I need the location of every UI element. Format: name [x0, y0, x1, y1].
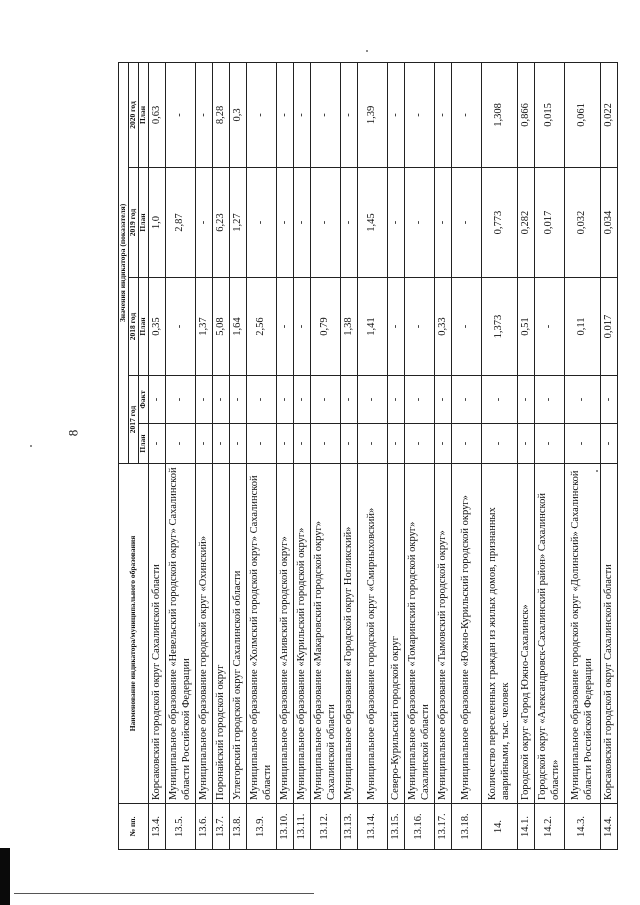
row-name: Городской округ «Город Южно-Сахалинск» [518, 464, 535, 804]
value-2020-plan: 0,061 [565, 62, 601, 167]
value-2020-plan: - [196, 62, 213, 167]
row-number: 13.14. [358, 804, 388, 850]
value-2020-plan: - [247, 62, 277, 167]
row-number: 13.11. [294, 804, 311, 850]
value-2018-plan: - [405, 278, 435, 376]
value-2018-plan: 0,11 [565, 278, 601, 376]
value-2019-plan: - [311, 168, 341, 278]
value-2018-plan: - [166, 278, 196, 376]
value-2020-plan: 1,39 [358, 62, 388, 167]
table-body [149, 62, 618, 849]
row-name: Муниципальное образование «Анивский городской округ» [277, 464, 294, 804]
value-2019-plan: - [405, 168, 435, 278]
value-2020-plan: 1,308 [482, 62, 518, 167]
value-2020-plan: 0,015 [535, 62, 565, 167]
value-2019-plan: - [294, 168, 311, 278]
value-2017-plan: - [341, 424, 358, 464]
row-name: Муниципальное образование «Макаровский городской округ» Сахалинской области [311, 464, 341, 804]
value-2018-plan: 1,37 [196, 278, 213, 376]
value-2017-fact: - [565, 376, 601, 424]
header-2017: 2017 год [129, 376, 139, 464]
value-2017-plan: - [535, 424, 565, 464]
value-2019-plan: - [435, 168, 452, 278]
value-2017-plan: - [518, 424, 535, 464]
header-2020: 2020 год [129, 62, 139, 167]
value-2019-plan: 6,23 [213, 168, 230, 278]
row-number: 13.13. [341, 804, 358, 850]
value-2020-plan: 8,28 [213, 62, 230, 167]
table-row [601, 62, 618, 849]
value-2018-plan: 1,38 [341, 278, 358, 376]
scan-speck [30, 445, 32, 447]
value-2017-plan: - [213, 424, 230, 464]
value-2017-fact: - [535, 376, 565, 424]
table-row [388, 62, 405, 849]
value-2017-plan: - [482, 424, 518, 464]
scan-edge-mark [0, 848, 10, 905]
value-2020-plan: 0,866 [518, 62, 535, 167]
value-2019-plan: 0,773 [482, 168, 518, 278]
row-name: Углегорский городской округ Сахалинской области [230, 464, 247, 804]
value-2017-plan: - [405, 424, 435, 464]
row-number: 13.16. [405, 804, 435, 850]
value-2018-plan: 0,017 [601, 278, 618, 376]
table-row [358, 62, 388, 849]
value-2017-fact: - [388, 376, 405, 424]
value-2018-plan: 0,35 [149, 278, 166, 376]
value-2018-plan: - [388, 278, 405, 376]
row-name: Количество переселенных граждан из жилых домов, признанных аварийными, тыс. человек [482, 464, 518, 804]
table-row [196, 62, 213, 849]
row-name: Муниципальное образование «Холмский городской округ» Сахалинской области [247, 464, 277, 804]
value-2017-plan: - [388, 424, 405, 464]
header-no: № пп. [119, 804, 149, 850]
table-row [230, 62, 247, 849]
table-header [119, 62, 149, 849]
row-number: 14.3. [565, 804, 601, 850]
row-name: Муниципальное образование «Южно-Курильский городской округ» [452, 464, 482, 804]
table-row [482, 62, 518, 849]
value-2017-plan: - [435, 424, 452, 464]
header-2019: 2019 год [129, 168, 139, 278]
page-number: 8 [65, 429, 81, 437]
value-2017-fact: - [358, 376, 388, 424]
value-2017-fact: - [482, 376, 518, 424]
value-2019-plan: 0,034 [601, 168, 618, 278]
row-name: Городской округ «Александровск-Сахалинский район» Сахалинской области» [535, 464, 565, 804]
value-2019-plan: 0,032 [565, 168, 601, 278]
row-number: 13.18. [452, 804, 482, 850]
value-2019-plan: - [341, 168, 358, 278]
table-row [294, 62, 311, 849]
value-2020-plan: - [341, 62, 358, 167]
table-row [452, 62, 482, 849]
value-2018-plan: 5,08 [213, 278, 230, 376]
value-2017-fact: - [311, 376, 341, 424]
row-number: 13.7. [213, 804, 230, 850]
value-2020-plan: - [452, 62, 482, 167]
value-2017-fact: - [166, 376, 196, 424]
value-2018-plan: 0,79 [311, 278, 341, 376]
indicator-table [118, 62, 618, 850]
row-name: Муниципальное образование «Городской округ Ногликский» [341, 464, 358, 804]
header-name: Наименование индикатора/муниципального образования [119, 464, 149, 804]
value-2019-plan: 1,0 [149, 168, 166, 278]
value-2019-plan: 0,017 [535, 168, 565, 278]
row-number: 13.10. [277, 804, 294, 850]
row-number: 13.5. [166, 804, 196, 850]
table-row [277, 62, 294, 849]
value-2020-plan: 0,022 [601, 62, 618, 167]
row-number: 14. [482, 804, 518, 850]
value-2020-plan: - [435, 62, 452, 167]
header-values: Значения индикатора (показателя) [119, 62, 129, 463]
table-row [311, 62, 341, 849]
value-2018-plan: 0,51 [518, 278, 535, 376]
row-name: Муниципальное образование «Тымовский городской округ» [435, 464, 452, 804]
value-2017-plan: - [230, 424, 247, 464]
value-2017-plan: - [565, 424, 601, 464]
table-row [247, 62, 277, 849]
value-2018-plan: - [535, 278, 565, 376]
value-2020-plan: - [166, 62, 196, 167]
row-number: 13.12. [311, 804, 341, 850]
header-2017-fact: Факт [139, 376, 149, 424]
value-2017-plan: - [196, 424, 213, 464]
row-number: 13.4. [149, 804, 166, 850]
header-2018-plan: План [139, 278, 149, 376]
table-row [535, 62, 565, 849]
table-row [518, 62, 535, 849]
row-number: 13.9. [247, 804, 277, 850]
row-name: Муниципальное образование «Невельский городской округ» Сахалинской области Российской Федерации [166, 464, 196, 804]
value-2017-plan: - [452, 424, 482, 464]
value-2017-fact: - [518, 376, 535, 424]
row-number: 14.1. [518, 804, 535, 850]
scan-speck [366, 50, 368, 52]
value-2017-fact: - [294, 376, 311, 424]
row-name: Муниципальное образование городской округ «Долинский» Сахалинской области Российской Федерации [565, 464, 601, 804]
value-2017-fact: - [213, 376, 230, 424]
table-row [435, 62, 452, 849]
value-2017-plan: - [166, 424, 196, 464]
row-name: Муниципальное образование городской округ «Охинский» [196, 464, 213, 804]
row-name: Муниципальное образование «Курильский городской округ» [294, 464, 311, 804]
value-2019-plan: 0,282 [518, 168, 535, 278]
table-row [166, 62, 196, 849]
value-2020-plan: 0,63 [149, 62, 166, 167]
table-row [149, 62, 166, 849]
value-2017-plan: - [277, 424, 294, 464]
value-2019-plan: - [196, 168, 213, 278]
value-2018-plan: - [294, 278, 311, 376]
row-number: 13.8. [230, 804, 247, 850]
row-name: Корсаковский городской округ Сахалинской области [601, 464, 618, 804]
value-2017-plan: - [247, 424, 277, 464]
value-2017-plan: - [601, 424, 618, 464]
value-2019-plan: - [247, 168, 277, 278]
header-2019-plan: План [139, 168, 149, 278]
value-2020-plan: - [311, 62, 341, 167]
row-name: Северо-Курильский городской округ [388, 464, 405, 804]
value-2017-fact: - [452, 376, 482, 424]
value-2017-fact: - [435, 376, 452, 424]
header-2020-plan: План [139, 62, 149, 167]
value-2017-plan: - [311, 424, 341, 464]
value-2019-plan: 1,27 [230, 168, 247, 278]
value-2019-plan: - [277, 168, 294, 278]
row-name: Муниципальное образование «Томаринский городской округ» Сахалинской области [405, 464, 435, 804]
table-row [565, 62, 601, 849]
value-2018-plan: 1,41 [358, 278, 388, 376]
row-number: 13.17. [435, 804, 452, 850]
value-2017-fact: - [196, 376, 213, 424]
row-name: Поронайский городской округ [213, 464, 230, 804]
value-2017-fact: - [601, 376, 618, 424]
table-row [405, 62, 435, 849]
header-2017-plan: План [139, 424, 149, 464]
value-2017-plan: - [149, 424, 166, 464]
value-2020-plan: - [388, 62, 405, 167]
value-2018-plan: 1,64 [230, 278, 247, 376]
value-2020-plan: 0,3 [230, 62, 247, 167]
value-2017-fact: - [247, 376, 277, 424]
scan-speck [596, 470, 598, 472]
table-row [213, 62, 230, 849]
value-2019-plan: 1,45 [358, 168, 388, 278]
value-2017-fact: - [405, 376, 435, 424]
row-name: Муниципальное образование городской округ «Смирныховский» [358, 464, 388, 804]
value-2018-plan: 1,373 [482, 278, 518, 376]
value-2019-plan: 2,87 [166, 168, 196, 278]
value-2018-plan: - [277, 278, 294, 376]
value-2019-plan: - [388, 168, 405, 278]
row-number: 14.4. [601, 804, 618, 850]
scan-bottom-line [14, 893, 314, 894]
value-2017-plan: - [294, 424, 311, 464]
value-2017-fact: - [341, 376, 358, 424]
value-2017-plan: - [358, 424, 388, 464]
value-2020-plan: - [277, 62, 294, 167]
value-2020-plan: - [294, 62, 311, 167]
row-name: Корсаковский городской округ Сахалинской области [149, 464, 166, 804]
value-2019-plan: - [452, 168, 482, 278]
value-2018-plan: - [452, 278, 482, 376]
row-number: 13.15. [388, 804, 405, 850]
value-2017-fact: - [277, 376, 294, 424]
row-number: 13.6. [196, 804, 213, 850]
table-row [341, 62, 358, 849]
row-number: 14.2. [535, 804, 565, 850]
value-2020-plan: - [405, 62, 435, 167]
value-2018-plan: 2,56 [247, 278, 277, 376]
value-2017-fact: - [230, 376, 247, 424]
value-2017-fact: - [149, 376, 166, 424]
header-2018: 2018 год [129, 278, 139, 376]
rotated-table-wrapper [118, 63, 614, 850]
value-2018-plan: 0,33 [435, 278, 452, 376]
